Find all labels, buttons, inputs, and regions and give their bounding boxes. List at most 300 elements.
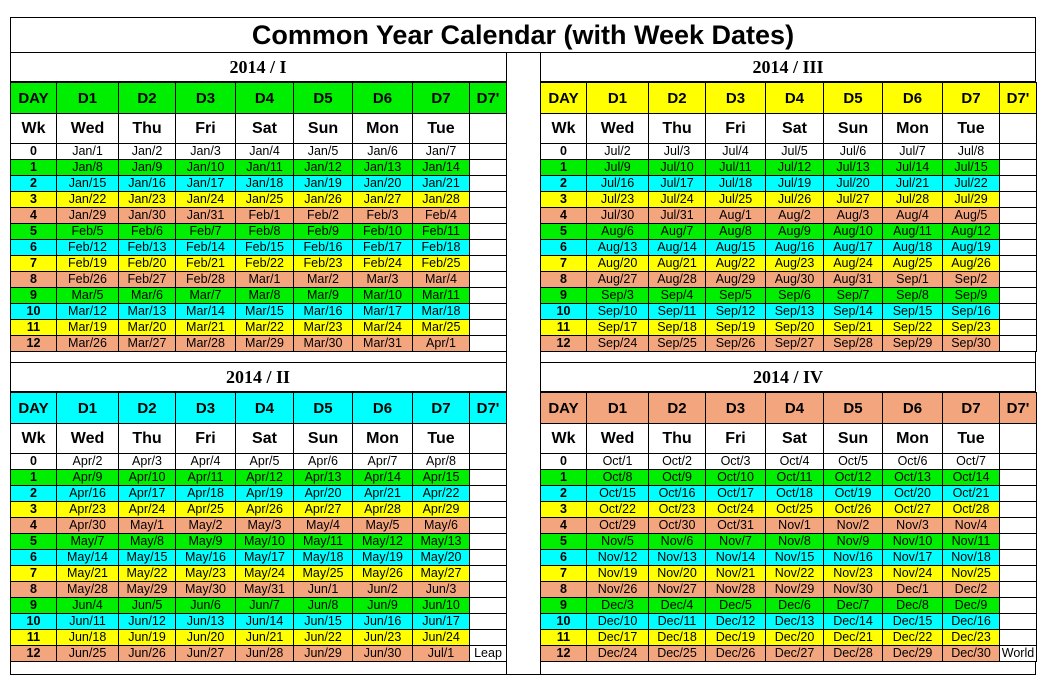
week-row	[541, 224, 1037, 240]
date-cell: Jul/2	[587, 144, 649, 160]
date-cell: Dec/30	[943, 646, 1000, 662]
week-row	[11, 534, 507, 550]
date-cell: Mar/23	[294, 320, 353, 336]
date-cell: Sep/20	[766, 320, 824, 336]
date-cell: Oct/18	[766, 486, 824, 502]
date-cell: Apr/4	[176, 454, 236, 470]
date-cell: Jun/25	[57, 646, 119, 662]
date-cell: Sep/22	[883, 320, 943, 336]
week-number: 7	[541, 566, 587, 582]
week-row	[11, 272, 507, 288]
blank-cell	[470, 256, 507, 272]
date-cell: Jul/28	[883, 192, 943, 208]
date-cell: Nov/5	[587, 534, 649, 550]
date-cell: May/16	[176, 550, 236, 566]
date-cell: Jul/3	[649, 144, 706, 160]
date-cell: Oct/7	[943, 454, 1000, 470]
blank-cell	[470, 486, 507, 502]
date-cell: Apr/20	[294, 486, 353, 502]
week-number: 9	[541, 598, 587, 614]
date-cell: Jun/21	[236, 630, 294, 646]
week-number: 6	[541, 550, 587, 566]
date-cell: Jul/30	[587, 208, 649, 224]
week-number: 5	[541, 534, 587, 550]
blank-cell	[470, 518, 507, 534]
date-cell: Aug/31	[824, 272, 883, 288]
week-row	[541, 272, 1037, 288]
date-cell: Aug/16	[766, 240, 824, 256]
weekday-row	[541, 114, 1037, 144]
date-cell: Nov/9	[824, 534, 883, 550]
date-cell: Sep/29	[883, 336, 943, 352]
date-cell: Jan/29	[57, 208, 119, 224]
date-cell: Feb/20	[119, 256, 176, 272]
week-row	[11, 192, 507, 208]
day-header-cell: D7	[943, 83, 1000, 114]
date-cell: Mar/27	[119, 336, 176, 352]
date-cell: Nov/23	[824, 566, 883, 582]
week-number: 11	[11, 320, 57, 336]
date-cell: Nov/2	[824, 518, 883, 534]
date-cell: Apr/29	[413, 502, 470, 518]
blank-cell	[1000, 224, 1037, 240]
day-header-cell: D4	[766, 393, 824, 424]
date-cell: Feb/28	[176, 272, 236, 288]
week-row	[541, 502, 1037, 518]
date-cell: Aug/30	[766, 272, 824, 288]
date-cell: Feb/26	[57, 272, 119, 288]
date-cell: Nov/13	[649, 550, 706, 566]
week-row	[11, 630, 507, 646]
date-cell: Dec/2	[943, 582, 1000, 598]
date-cell: Mar/2	[294, 272, 353, 288]
date-cell: Feb/15	[236, 240, 294, 256]
date-cell: Aug/9	[766, 224, 824, 240]
date-cell: Aug/6	[587, 224, 649, 240]
week-row	[11, 518, 507, 534]
date-cell: Jul/19	[766, 176, 824, 192]
blank-cell	[1000, 486, 1037, 502]
quarter-title: 2014 / I	[10, 53, 506, 82]
date-cell: Aug/13	[587, 240, 649, 256]
blank-cell	[470, 240, 507, 256]
week-number: 12	[11, 336, 57, 352]
date-cell: Nov/27	[649, 582, 706, 598]
date-cell: Mar/11	[413, 288, 470, 304]
week-row	[11, 304, 507, 320]
blank-cell	[470, 208, 507, 224]
date-cell: Feb/12	[57, 240, 119, 256]
week-row	[541, 454, 1037, 470]
blank-cell	[470, 502, 507, 518]
date-cell: Dec/9	[943, 598, 1000, 614]
date-cell: Jun/4	[57, 598, 119, 614]
week-row	[11, 582, 507, 598]
date-cell: Sep/17	[587, 320, 649, 336]
week-number: 4	[541, 518, 587, 534]
weekday-label: Sun	[824, 114, 883, 144]
quarter-title: 2014 / IV	[540, 363, 1036, 392]
blank-cell	[1000, 424, 1037, 454]
weekday-label: Wk	[11, 114, 57, 144]
blank-cell	[1000, 454, 1037, 470]
date-cell: Jan/25	[236, 192, 294, 208]
date-cell: May/1	[119, 518, 176, 534]
date-cell: Sep/19	[706, 320, 766, 336]
day-header-cell: D3	[176, 83, 236, 114]
weekday-label: Fri	[706, 424, 766, 454]
date-cell: May/13	[413, 534, 470, 550]
blank-cell	[1000, 630, 1037, 646]
week-row	[11, 320, 507, 336]
blank-cell	[470, 534, 507, 550]
date-cell: Aug/27	[587, 272, 649, 288]
week-row	[541, 486, 1037, 502]
date-cell: Sep/27	[766, 336, 824, 352]
day-header-row	[11, 393, 507, 424]
date-cell: Dec/20	[766, 630, 824, 646]
date-cell: Sep/9	[943, 288, 1000, 304]
date-cell: Oct/30	[649, 518, 706, 534]
date-cell: Aug/17	[824, 240, 883, 256]
date-cell: Oct/10	[706, 470, 766, 486]
week-row	[541, 144, 1037, 160]
day-header-cell: D6	[883, 393, 943, 424]
weekday-label: Wk	[11, 424, 57, 454]
date-cell: Jul/17	[649, 176, 706, 192]
date-cell: Apr/15	[413, 470, 470, 486]
blank-cell	[1000, 240, 1037, 256]
date-cell: Feb/25	[413, 256, 470, 272]
date-cell: Apr/22	[413, 486, 470, 502]
date-cell: Nov/7	[706, 534, 766, 550]
week-row	[541, 582, 1037, 598]
date-cell: Aug/22	[706, 256, 766, 272]
date-cell: Aug/11	[883, 224, 943, 240]
weekday-label: Sun	[294, 424, 353, 454]
day-header-cell: D2	[119, 393, 176, 424]
day-header-cell: D5	[294, 393, 353, 424]
week-number: 0	[541, 454, 587, 470]
blank-cell	[1000, 550, 1037, 566]
date-cell: Aug/15	[706, 240, 766, 256]
date-cell: Jun/23	[353, 630, 413, 646]
date-cell: Nov/11	[943, 534, 1000, 550]
week-row	[11, 144, 507, 160]
date-cell: Jan/23	[119, 192, 176, 208]
date-cell: Oct/27	[883, 502, 943, 518]
date-cell: Apr/30	[57, 518, 119, 534]
week-row	[11, 454, 507, 470]
week-number: 5	[11, 224, 57, 240]
week-number: 1	[541, 470, 587, 486]
week-number: 3	[11, 502, 57, 518]
date-cell: Feb/17	[353, 240, 413, 256]
date-cell: Feb/11	[413, 224, 470, 240]
date-cell: Sep/1	[883, 272, 943, 288]
date-cell: Aug/20	[587, 256, 649, 272]
date-cell: Apr/11	[176, 470, 236, 486]
date-cell: May/26	[353, 566, 413, 582]
week-number: 1	[11, 470, 57, 486]
date-cell: Apr/8	[413, 454, 470, 470]
weekday-label: Sat	[236, 424, 294, 454]
date-cell: May/29	[119, 582, 176, 598]
week-row	[11, 256, 507, 272]
weekday-row	[11, 114, 507, 144]
date-cell: Jun/7	[236, 598, 294, 614]
week-number: 11	[541, 320, 587, 336]
date-cell: May/31	[236, 582, 294, 598]
date-cell: Jun/1	[294, 582, 353, 598]
date-cell: Mar/14	[176, 304, 236, 320]
weekday-row	[11, 424, 507, 454]
date-cell: Mar/31	[353, 336, 413, 352]
date-cell: Aug/21	[649, 256, 706, 272]
date-cell: Nov/24	[883, 566, 943, 582]
week-number: 0	[541, 144, 587, 160]
date-cell: Apr/13	[294, 470, 353, 486]
weekday-label: Tue	[413, 114, 470, 144]
date-cell: Sep/28	[824, 336, 883, 352]
blank-cell	[1000, 614, 1037, 630]
date-cell: Feb/23	[294, 256, 353, 272]
date-cell: May/19	[353, 550, 413, 566]
date-cell: Apr/24	[119, 502, 176, 518]
date-cell: Jul/22	[943, 176, 1000, 192]
blank-cell	[1000, 114, 1037, 144]
week-number: 1	[11, 160, 57, 176]
week-number: 2	[541, 486, 587, 502]
blank-cell	[470, 304, 507, 320]
date-cell: Nov/8	[766, 534, 824, 550]
date-cell: Nov/15	[766, 550, 824, 566]
date-cell: May/21	[57, 566, 119, 582]
date-cell: Oct/31	[706, 518, 766, 534]
date-cell: Jul/24	[649, 192, 706, 208]
date-cell: Nov/26	[587, 582, 649, 598]
date-cell: Apr/12	[236, 470, 294, 486]
date-cell: Mar/12	[57, 304, 119, 320]
weekday-label: Fri	[176, 424, 236, 454]
date-cell: Jun/27	[176, 646, 236, 662]
blank-cell	[1000, 518, 1037, 534]
blank-cell	[1000, 534, 1037, 550]
weekday-label: Sat	[766, 424, 824, 454]
week-number: 0	[11, 144, 57, 160]
week-row	[541, 320, 1037, 336]
date-cell: Oct/29	[587, 518, 649, 534]
date-cell: Sep/12	[706, 304, 766, 320]
date-cell: May/11	[294, 534, 353, 550]
week-number: 2	[11, 486, 57, 502]
date-cell: Mar/15	[236, 304, 294, 320]
weekday-label: Tue	[413, 424, 470, 454]
date-cell: Apr/25	[176, 502, 236, 518]
day-header-row	[11, 83, 507, 114]
date-cell: Dec/15	[883, 614, 943, 630]
date-cell: Sep/6	[766, 288, 824, 304]
weekday-label: Thu	[119, 424, 176, 454]
date-cell: Sep/2	[943, 272, 1000, 288]
week-row	[541, 646, 1037, 662]
date-cell: Dec/16	[943, 614, 1000, 630]
date-cell: Jun/12	[119, 614, 176, 630]
week-row	[11, 598, 507, 614]
blank-cell	[470, 336, 507, 352]
week-number: 8	[11, 582, 57, 598]
date-cell: Jan/13	[353, 160, 413, 176]
week-number: 2	[541, 176, 587, 192]
date-cell: Apr/9	[57, 470, 119, 486]
date-cell: Dec/14	[824, 614, 883, 630]
date-cell: Jul/31	[649, 208, 706, 224]
week-number: 12	[541, 646, 587, 662]
date-cell: Oct/5	[824, 454, 883, 470]
week-row	[541, 288, 1037, 304]
date-cell: Nov/3	[883, 518, 943, 534]
blank-cell	[1000, 272, 1037, 288]
date-cell: Jan/1	[57, 144, 119, 160]
date-cell: Nov/21	[706, 566, 766, 582]
date-cell: Feb/27	[119, 272, 176, 288]
date-cell: Sep/4	[649, 288, 706, 304]
date-cell: Oct/8	[587, 470, 649, 486]
date-cell: Jun/15	[294, 614, 353, 630]
date-cell: Mar/26	[57, 336, 119, 352]
week-row	[541, 550, 1037, 566]
date-cell: May/9	[176, 534, 236, 550]
week-row	[11, 160, 507, 176]
date-cell: Jul/20	[824, 176, 883, 192]
date-cell: Sep/3	[587, 288, 649, 304]
date-cell: Jan/19	[294, 176, 353, 192]
date-cell: Aug/29	[706, 272, 766, 288]
date-cell: Apr/5	[236, 454, 294, 470]
date-cell: Nov/25	[943, 566, 1000, 582]
week-row	[541, 304, 1037, 320]
date-cell: Aug/3	[824, 208, 883, 224]
date-cell: Dec/24	[587, 646, 649, 662]
date-cell: Oct/12	[824, 470, 883, 486]
date-cell: Mar/1	[236, 272, 294, 288]
date-cell: Jun/3	[413, 582, 470, 598]
date-cell: Sep/8	[883, 288, 943, 304]
blank-cell	[1000, 336, 1037, 352]
blank-cell	[1000, 566, 1037, 582]
weekday-label: Tue	[943, 114, 1000, 144]
blank-cell	[1000, 598, 1037, 614]
date-cell: Dec/10	[587, 614, 649, 630]
date-cell: Oct/28	[943, 502, 1000, 518]
blank-cell	[470, 288, 507, 304]
date-cell: Apr/16	[57, 486, 119, 502]
date-cell: Jan/15	[57, 176, 119, 192]
date-cell: Jan/10	[176, 160, 236, 176]
day-header-cell: DAY	[541, 83, 587, 114]
date-cell: May/30	[176, 582, 236, 598]
weekday-label: Sun	[294, 114, 353, 144]
date-cell: Jun/19	[119, 630, 176, 646]
date-cell: Jan/14	[413, 160, 470, 176]
date-cell: Feb/10	[353, 224, 413, 240]
date-cell: Jul/25	[706, 192, 766, 208]
weekday-label: Fri	[706, 114, 766, 144]
week-row	[541, 192, 1037, 208]
week-number: 9	[541, 288, 587, 304]
blank-cell	[470, 160, 507, 176]
week-number: 8	[541, 582, 587, 598]
blank-cell	[470, 176, 507, 192]
weekday-label: Thu	[649, 424, 706, 454]
week-row	[541, 256, 1037, 272]
date-cell: Sep/25	[649, 336, 706, 352]
date-cell: May/8	[119, 534, 176, 550]
date-cell: Jan/5	[294, 144, 353, 160]
day-header-cell: D1	[57, 393, 119, 424]
day-header-row	[541, 393, 1037, 424]
date-cell: Oct/19	[824, 486, 883, 502]
date-cell: Jan/4	[236, 144, 294, 160]
weekday-label: Wed	[57, 424, 119, 454]
date-cell: Jan/11	[236, 160, 294, 176]
weekday-label: Sat	[236, 114, 294, 144]
weekday-label: Mon	[883, 424, 943, 454]
week-number: 12	[541, 336, 587, 352]
day-header-cell: D7'	[1000, 83, 1037, 114]
week-number: 12	[11, 646, 57, 662]
date-cell: Jun/11	[57, 614, 119, 630]
date-cell: Jan/6	[353, 144, 413, 160]
date-cell: Jan/17	[176, 176, 236, 192]
date-cell: Jun/30	[353, 646, 413, 662]
blank-cell	[470, 566, 507, 582]
date-cell: Oct/16	[649, 486, 706, 502]
date-cell: Jan/22	[57, 192, 119, 208]
date-cell: May/14	[57, 550, 119, 566]
date-cell: Jan/27	[353, 192, 413, 208]
date-cell: Jun/9	[353, 598, 413, 614]
date-cell: Feb/6	[119, 224, 176, 240]
date-cell: Jun/14	[236, 614, 294, 630]
date-cell: Oct/11	[766, 470, 824, 486]
date-cell: Dec/4	[649, 598, 706, 614]
week-number: 9	[11, 288, 57, 304]
week-row	[541, 598, 1037, 614]
date-cell: Mar/16	[294, 304, 353, 320]
quarter-q4	[540, 363, 1036, 673]
quarter-q1	[10, 53, 506, 363]
weekday-label: Wed	[57, 114, 119, 144]
date-cell: Nov/18	[943, 550, 1000, 566]
date-cell: Jun/13	[176, 614, 236, 630]
week-number: 11	[11, 630, 57, 646]
week-number: 7	[541, 256, 587, 272]
date-cell: Apr/7	[353, 454, 413, 470]
day-header-cell: D4	[236, 83, 294, 114]
date-cell: Dec/6	[766, 598, 824, 614]
date-cell: Dec/5	[706, 598, 766, 614]
date-cell: Jul/4	[706, 144, 766, 160]
date-cell: Apr/17	[119, 486, 176, 502]
day-header-cell: D5	[294, 83, 353, 114]
date-cell: Sep/30	[943, 336, 1000, 352]
calendar-table	[540, 82, 1037, 352]
date-cell: Nov/4	[943, 518, 1000, 534]
date-cell: Jul/13	[824, 160, 883, 176]
day-header-cell: D6	[883, 83, 943, 114]
date-cell: Feb/13	[119, 240, 176, 256]
